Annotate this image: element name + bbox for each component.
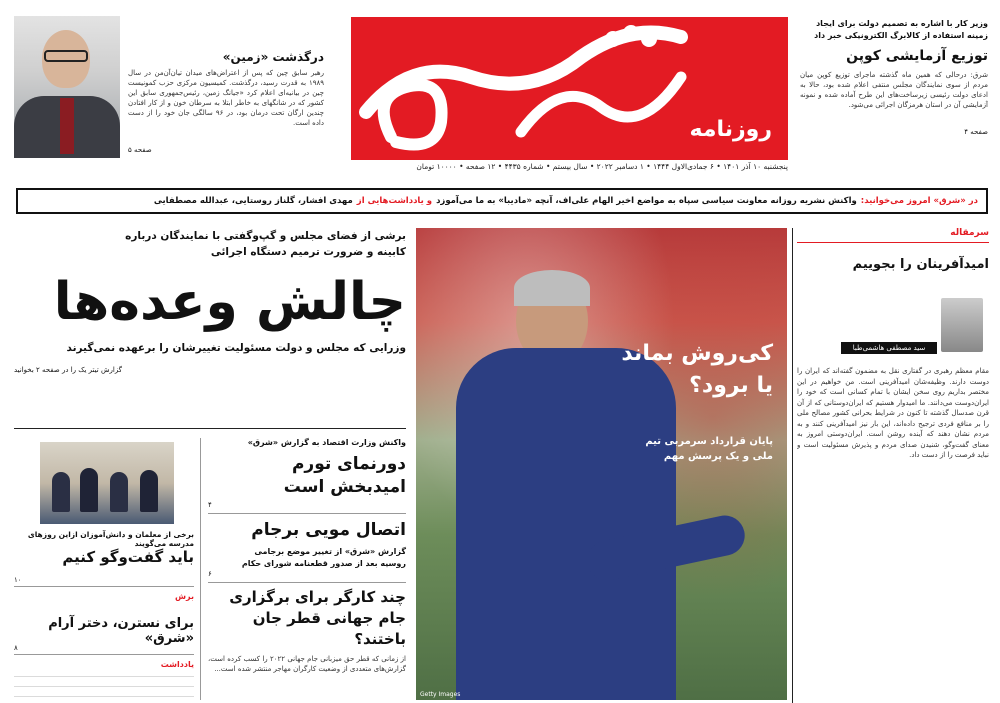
- photo-headline[interactable]: کی‌روش بماند یا برود؟: [621, 341, 773, 398]
- lead-story: [14, 228, 406, 374]
- mid-story-2-page: ۶: [208, 570, 212, 578]
- editorial-author: سید مصطفی هاشمی‌طبا: [841, 342, 937, 354]
- queiroz-photo[interactable]: [416, 228, 787, 700]
- top-right-title[interactable]: توزیع آزمایشی کوپن: [846, 48, 988, 64]
- left-title-2[interactable]: برای نسترن، دختر آرام «شرق»: [48, 616, 194, 646]
- portrait-tie: [60, 98, 74, 154]
- student-2: [80, 468, 98, 512]
- ticker-label: در «شرق» امروز می‌خوانید:: [860, 196, 978, 206]
- student-4: [140, 470, 158, 512]
- student-3: [110, 472, 128, 512]
- editorial-author-photo: [941, 298, 983, 352]
- masthead-brand-large: [471, 47, 631, 121]
- left-divider-1: [14, 586, 194, 587]
- ticker-bar: [16, 188, 988, 214]
- logo-loop: [384, 85, 442, 144]
- left-title-1[interactable]: باید گفت‌وگو کنیم: [62, 548, 194, 566]
- top-left-body: رهبر سابق چین که پس از اعتراض‌های میدان تیان‌آن‌من در سال ۱۹۸۹ به قدرت رسید، درگذشت. کمیسیون مرکزی حزب کمونیست چین در بیانیه‌ای اعلام کرد «جیانگ زمین، رئیس‌جمهوری سابق این کشور که در شانگهای به خاطر ابتلا به سرطان خون و از کار افتادن چندین ارگان تحت درمان بود، در ۹۶ سالگی جان خود را از دست داده است.: [128, 69, 324, 127]
- editorial-title[interactable]: امیدآفرینان را بجوییم: [852, 257, 989, 272]
- top-right-body: شرق: درحالی که همین ماه گذشته ماجرای توزیع کوپن میان مردم از سوی نمایندگان مجلس منتفی اعلام شده بود، حالا به ادعای دولت رئیسی زیرساخت‌های این طرح آماده شده و نمونه آزمایشی آن در استان هرمزگان اجرائی می‌شود.: [800, 71, 988, 109]
- logo-dot-3: [641, 31, 657, 47]
- portrait-glasses: [44, 50, 88, 62]
- mid-story-1-title[interactable]: دورنمای تورم امیدبخش است: [283, 454, 406, 497]
- left-divider-2: [14, 654, 194, 655]
- top-right-page: صفحه ۴: [964, 128, 988, 136]
- editorial-body: مقام معظم رهبری در گفتاری نقل به مضمون گفته‌اند که ایران را دوست دارند. وظیفه‌شان امیدآفرینی است. من خواهیم در این مختصر بداریم روی سخن ایشان با تمام کسانی است که خود را ایران‌دوست می‌دانند. ما امیدوار هستیم که ایران‌دوستانی که از آن قرن صدسال گذشته تا کنون در شرایط بحرانی کشور مصالح ملی را بر منافع فردی ترجیح داده‌اند، این بار نیز امیدآفرینی کنند و به مردم نشان دهند که آینده روشن است. ایران‌دوستی امروز به معنای گفت‌وگو، شنیدن صدای مردم و پذیرش مسئولیت است و نباید فرصت را از دست داد.: [797, 367, 989, 459]
- left-section: برش: [174, 592, 194, 601]
- mid-story-2-title[interactable]: اتصال مویی برجام: [251, 520, 406, 540]
- classroom-photo[interactable]: [40, 442, 174, 524]
- mid-stories-column: [208, 438, 406, 700]
- mid-story-3-body: از زمانی که قطر حق میزبانی جام جهانی ۲۰۲۲ را کسب کرده است، گزارش‌های متعددی از وضعیت کارگران مهاجر منتشر شده است...: [208, 655, 406, 673]
- logo-dot-1: [605, 31, 621, 47]
- ticker-tail: مهدی افشار، گلناز روستایی، عبدالله مصطفایی: [153, 196, 353, 206]
- top-left-page: صفحه ۵: [128, 146, 152, 154]
- editorial-column: [797, 228, 989, 703]
- mid-story-3-title[interactable]: چند کارگر برای برگزاری جام جهانی قطر جان باختند؟: [229, 588, 406, 648]
- mid-story-2-sub: گزارش «شرق» از تغییر موضع برجامی روسیه بعد از صدور قطعنامه شورای حکام: [241, 547, 406, 568]
- left-column-text-lines: [14, 676, 194, 698]
- left-photo-caption: برخی از معلمان و دانش‌آموزان ازاین روزهای مدرسه می‌گویند: [27, 530, 194, 548]
- ticker-main[interactable]: واکنش نشریه روزانه معاونت سیاسی سپاه به مواضع اخیر الهام علی‌اف، آنچه «مادیبا» به ما می‌آموزد: [436, 196, 857, 206]
- masthead-banner: [351, 17, 788, 160]
- masthead-brand-small: روزنامه: [689, 117, 772, 142]
- photo-sub: پایان قرارداد سرمربی تیم ملی و یک پرسش مهم: [645, 436, 773, 462]
- mid-story-1-kicker: واکنش وزارت اقتصاد به گزارش «شرق»: [247, 438, 406, 447]
- editorial-divider: [792, 228, 793, 703]
- left-page-2: ۸: [14, 644, 18, 652]
- masthead-date-line: پنجشنبه ۱۰ آذر ۱۴۰۱ • ۶ جمادی‌الاول ۱۴۴۴ • ۱ دسامبر ۲۰۲۲ • سال بیستم • شماره ۴۴۳۵ • ۱۲ صفحه • ۱۰۰۰۰ تومان: [416, 162, 788, 171]
- mid-story-1-page: ۴: [208, 501, 212, 509]
- left-page-1: ۱۰: [14, 576, 22, 584]
- left-column: [14, 438, 194, 700]
- photo-hair: [514, 270, 590, 306]
- editorial-section: سرمقاله: [797, 228, 989, 243]
- logo-dot-2: [623, 25, 639, 41]
- top-right-kicker: وزیر کار با اشاره به تصمیم دولت برای ایجاد زمینه استفاده از کالابرگ الکترونیکی خبر داد: [814, 19, 988, 40]
- student-1: [52, 472, 70, 512]
- lead-divider: [14, 428, 406, 429]
- lead-kicker: برشی از فضای مجلس و گپ‌وگفتی با نمایندگان درباره کابینه و ضرورت ترمیم دستگاه اجرائی: [125, 230, 406, 258]
- mid-left-divider: [200, 438, 201, 700]
- mid-divider-1: [208, 513, 406, 514]
- mid-divider-2: [208, 582, 406, 583]
- jiang-zemin-photo: [14, 16, 120, 158]
- photo-credit: Getty Images: [420, 691, 461, 698]
- lead-headline[interactable]: چالش وعده‌ها: [53, 272, 406, 332]
- lead-credit: گزارش تیتر یک را در صفحه ۲ بخوانید: [14, 366, 123, 374]
- top-left-story: [128, 50, 324, 154]
- top-left-title[interactable]: درگذشت «زمین»: [222, 50, 324, 64]
- lead-deck: وزرایی که مجلس و دولت مسئولیت تغییرشان را برعهده نمی‌گیرند: [66, 342, 406, 354]
- ticker-red2: و یادداشت‌هایی از: [356, 196, 433, 206]
- left-section-2: یادداشت: [160, 660, 194, 669]
- top-right-story: [800, 18, 988, 136]
